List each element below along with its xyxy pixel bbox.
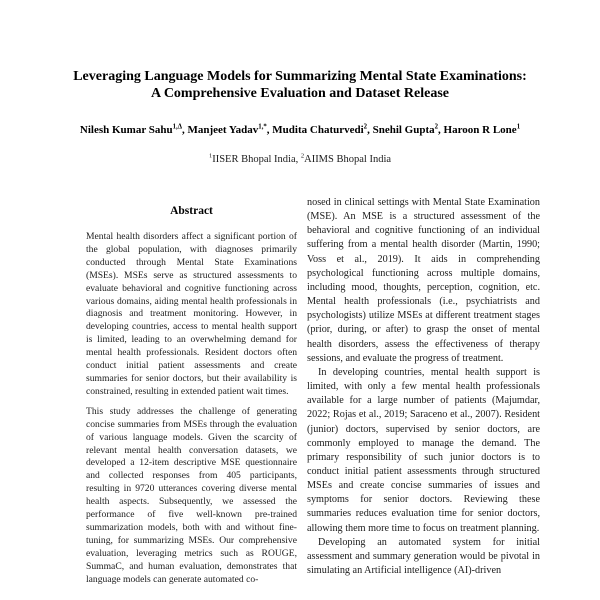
intro-paragraph-1: nosed in clinical settings with Mental State Examination (MSE). An MSE is a structured assessment of the behavioral and cognitive functioning of an individual suffering from a mental health disorder (Martin, 1990; Voss et al., 2019). It aids in comprehending psychological functioning across multiple domains, including mood, thoughts, perception, cognition, etc. Mental health professionals (i.e., psychiatrists and psychologists) utilize MSEs at different treatment stages (prior, during, or after) to grasp the onset of mental health disorders, assess the effectiveness of therapy sessions, and evaluate the progress of treatment.: [307, 197, 540, 364]
author-separator: ,: [438, 124, 444, 136]
intro-paragraph-3: Developing an automated system for initial assessment and summary generation would be pivotal in simulating an Artificial intelligence (AI)-driven: [307, 536, 540, 577]
paper-header: [0, 0, 600, 166]
author-superscript: 1,*: [258, 123, 267, 131]
author-superscript: 1,Δ: [172, 123, 182, 131]
author-superscript: 1: [516, 123, 521, 131]
affiliation-separator: ,: [295, 154, 301, 165]
abstract-section: [86, 205, 297, 593]
title-line-1: Leveraging Language Models for Summarizing Mental State Examinations:: [73, 69, 527, 84]
affiliation: $^1$IISER Bhopal India,: [208, 152, 301, 165]
abstract-paragraph-1: Mental health disorders affect a significant portion of the global population, with diagnoses primarily conducted through Mental State Examinations (MSEs). MSEs serve as structured assessments to evaluate behavioral and cognitive functioning across various domains, aiding mental health professionals in diagnosis and treatment monitoring. However, in developing countries, access to mental health support is limited, leading to an overwhelming demand for mental health professionals. Resident doctors often conduct initial patient assessments and create summaries for senior doctors, but their availability is constrained, resulting in extended patient wait times.: [86, 231, 297, 397]
affiliation: $^2$AIIMS Bhopal India: [300, 152, 392, 165]
affiliation-line: [10, 154, 590, 166]
affiliation-superscript: 1: [208, 152, 213, 160]
author-name: Snehil Gupta$^2$,: [372, 123, 444, 136]
author-line: [10, 124, 590, 137]
abstract-paragraph-2: This study addresses the challenge of generating concise summaries from MSEs through the evaluation of various language models. Given the scarcity of relevant mental health conversation datasets, we developed a 12-item descriptive MSE questionnaire and collected responses from 405 participants, resulting in 9720 utterances covering diverse mental health aspects. Subsequently, we assessed the performance of five well-known pre-trained summarization models, both with and without fine-tuning, for summarizing MSEs. Our comprehensive evaluation, leveraging metrics such as ROUGE, SummaC, and human evaluation, demonstrates that language models can generate automated co-: [86, 405, 297, 585]
author-name: Mudita Chaturvedi$^2$,: [272, 123, 373, 136]
author-superscript: 2: [363, 123, 368, 131]
affiliation-superscript: 2: [300, 152, 305, 160]
author-name: Haroon R Lone$^1$: [443, 123, 521, 136]
author-separator: ,: [266, 124, 273, 136]
title-line-2: A Comprehensive Evaluation and Dataset Release: [150, 86, 450, 101]
author-separator: ,: [367, 124, 373, 136]
author-separator: ,: [182, 124, 188, 136]
introduction-column: [307, 196, 540, 578]
author-superscript: 2: [434, 123, 439, 131]
paper-title: [0, 0, 600, 102]
intro-paragraph-2: In developing countries, mental health support is limited, with only a few mental health professionals available for a large number of patients (Majumdar, 2022; Rojas et al., 2019; Saraceno et al., 2007). Resident (junior) doctors, supervised by senior doctors, are commonly employed to manage the demand. The primary responsibility of such junior doctors is to conduct initial patient assessments through structured MSEs and create concise summaries of issues and symptoms for senior doctors. Reviewing these summaries reduces evaluation time for senior doctors, allowing them more time to focus on treatment planning.: [307, 366, 540, 534]
author-name: Manjeet Yadav$^{1,*}$,: [187, 123, 273, 136]
author-name: Nilesh Kumar Sahu$^{1,\Delta}$,: [79, 123, 188, 136]
abstract-heading: Abstract: [170, 205, 213, 217]
